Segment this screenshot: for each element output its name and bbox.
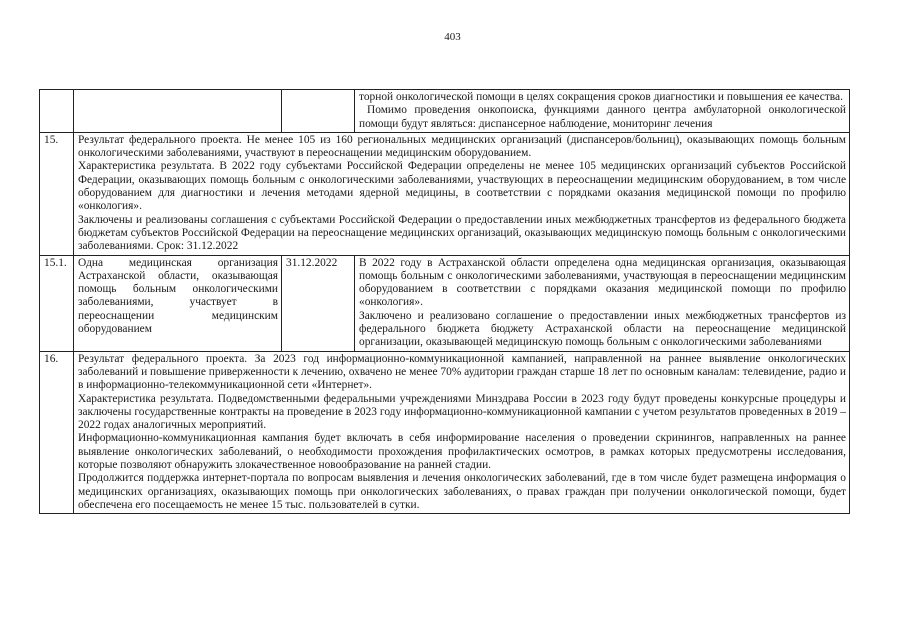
table-row-15-1 [40, 255, 850, 351]
cell-result-text [74, 132, 850, 255]
table-row-16 [40, 351, 850, 514]
row-number: 15. [40, 132, 74, 255]
paragraph: Продолжится поддержка интернет-портала по вопросам выявления и лечения онкологических заболеваний, где в том числе будет размещена информация о медицинских организациях, оказывающих помощь при онкологических заболеваниях, о правах граждан при получении онкологической помощи, будет обеспечена его посещаемость не менее 15 тыс. пользователей в сутки. [78, 472, 846, 511]
paragraph: Заключены и реализованы соглашения с субъектами Российской Федерации о предоставлении иных межбюджетных трансфертов из федерального бюджета бюджетам субъектов Российской Федерации на переоснащение медицинских организаций, оказывающих медицинскую помощь больным с онкологическими заболеваниями. Срок: 31.12.2022 [78, 213, 846, 253]
paragraph: торной онкологической помощи в целях сокращения сроков диагностики и повышения ее качества. [359, 91, 843, 103]
paragraph: Характеристика результата. Подведомственными федеральными учреждениями Минздрава России в 2023 году будут проведены конкурсные процедуры и заключены государственные контракты на проведение в 2023 году информационно-коммуникационной кампании с учетом результатов проведенных в 2019 – 2022 годах аналогичных мероприятий. [78, 392, 846, 432]
paragraph: Результат федерального проекта. За 2023 год информационно-коммуникационной кампанией, направленной на раннее выявление онкологических заболеваний и повышение приверженности к лечению, охвачено не менее 70% аудитории граждан старше 18 лет по основным каналам: телевидение, радио и в информационно-телекоммуникационной сети «Интернет». [78, 352, 846, 392]
cell-result-text [74, 351, 850, 514]
paragraph: Помимо проведения онкопоиска, функциями данного центра амбулаторной онкологической помощи будут являться: диспансерное наблюдение, мониторинг лечения [359, 104, 846, 130]
cell-name-empty [74, 90, 282, 133]
cell-num-empty [40, 90, 74, 133]
row-number: 15.1. [40, 255, 74, 351]
paragraph: Одна медицинская организация Астраханской области, оказывающая помощь больным онкологическими заболеваниями, участвует в переоснащении медицинским оборудованием [78, 256, 278, 336]
paragraph: Заключено и реализовано соглашение о предоставлении иных межбюджетных трансфертов из федерального бюджета бюджету Астраханской области на переоснащение медицинской организации, оказывающей медицинскую помощь больным с онкологическими заболеваниями [359, 309, 846, 349]
paragraph: В 2022 году в Астраханской области определена одна медицинская организация, оказывающая помощь больным с онкологическими заболеваниями, участвующая в переоснащении медицинским оборудованием в соответствии с порядками оказания медицинской помощи по профилю «онкология». [359, 256, 846, 309]
cell-name [74, 255, 282, 351]
paragraph: Информационно-коммуникационная кампания будет включать в себя информирование населения о проведении скринингов, направленных на раннее выявление онкологических заболеваний, о необходимости прохождения профилактических осмотров, в рамках которых предусмотрены исследования, которые позволяют обнаружить злокачественное новообразование на ранней стадии. [78, 432, 846, 472]
paragraph: Результат федерального проекта. Не менее 105 из 160 региональных медицинских организаций (диспансеров/больниц), оказывающих помощь больным онкологическими заболеваниями, участвуют в переоснащении медицинским оборудованием. [78, 133, 846, 160]
cell-date: 31.12.2022 [282, 255, 355, 351]
cell-description [355, 90, 850, 133]
cell-date-empty [282, 90, 355, 133]
table-row-15 [40, 132, 850, 255]
table-row-continuation [40, 90, 850, 133]
paragraph: Характеристика результата. В 2022 году субъектами Российской Федерации определены не менее 105 медицинских организаций субъектов Российской Федерации, оказывающих помощь больным с онкологическими заболеваниями, участвующих в переоснащении медицинским оборудованием, в том числе оборудованием для диагностики и лечения методами ядерной медицины, в соответствии с порядками оказания медицинской помощи по профилю «онкология». [78, 160, 846, 213]
cell-description [355, 255, 850, 351]
document-table [39, 89, 850, 514]
page-number: 403 [444, 31, 461, 43]
row-number: 16. [40, 351, 74, 514]
